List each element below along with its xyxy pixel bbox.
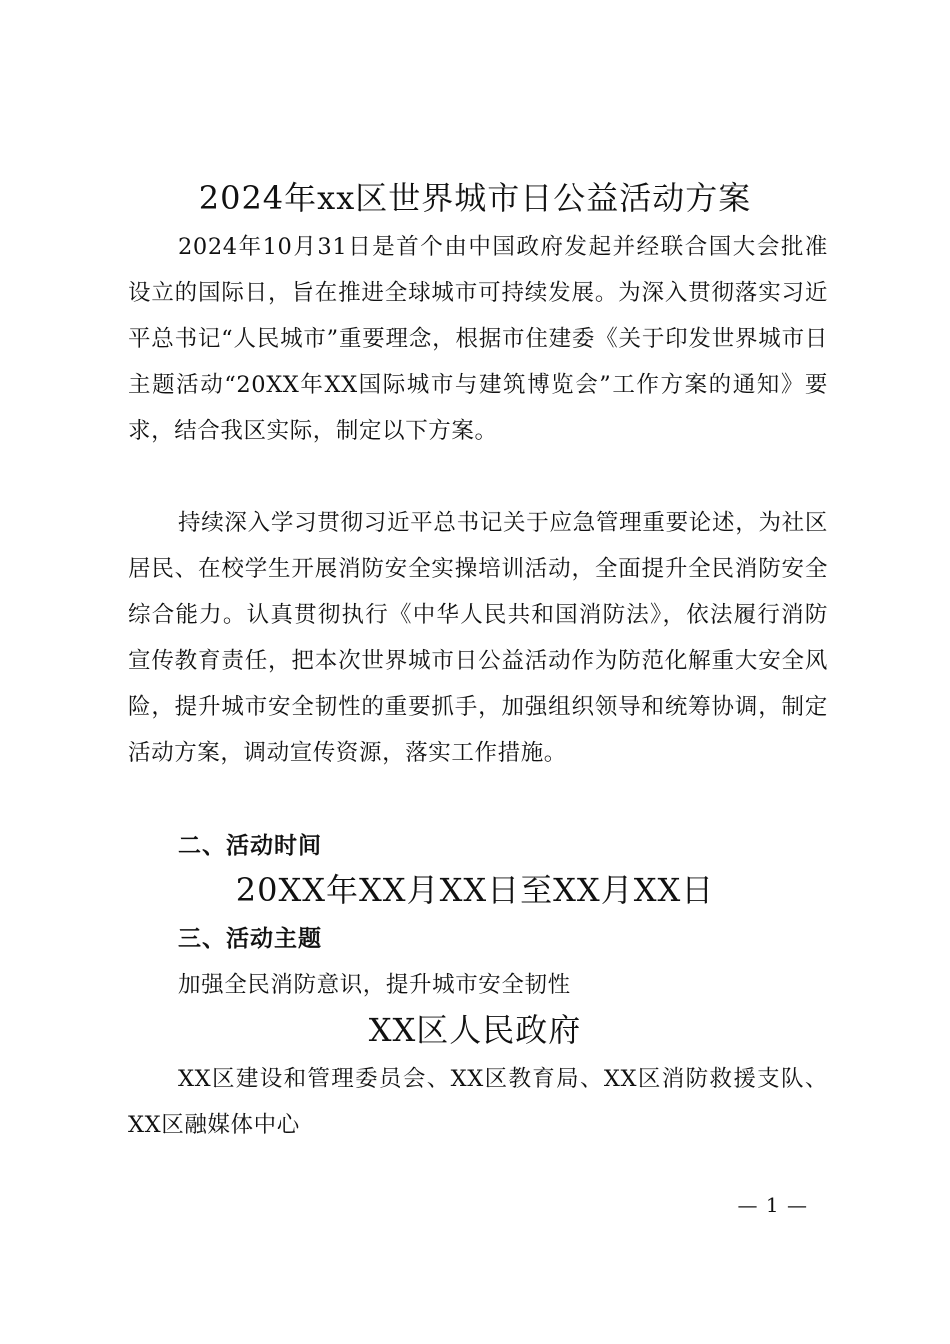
document-title: 2024年xx区世界城市日公益活动方案	[198, 179, 752, 217]
section-heading-activity-theme: 三、活动主题	[178, 926, 322, 952]
co-organizers-paragraph: XX区建设和管理委员会、XX区教育局、XX区消防救援支队、XX区融媒体中心	[128, 1066, 828, 1138]
section-heading-activity-time: 二、活动时间	[178, 833, 322, 859]
activity-theme-text: 加强全民消防意识，提升城市安全韧性	[178, 972, 571, 998]
purpose-paragraph: 持续深入学习贯彻习近平总书记关于应急管理重要论述，为社区居民、在校学生开展消防安全实操培训活动，全面提升全民消防安全综合能力。认真贯彻执行《中华人民共和国消防法》，依法履行消防宣传教育责任，把本次世界城市日公益活动作为防范化解重大安全风险，提升城市安全韧性的重要抓手，加强组织领导和统筹协调，制定活动方案，调动宣传资源，落实工作措施。	[128, 510, 828, 766]
page-number: — 1 —	[737, 1193, 808, 1217]
organizer-name: XX区人民政府	[368, 1011, 582, 1049]
activity-time-text: 20XX年XX月XX日至XX月XX日	[235, 871, 715, 909]
intro-paragraph: 2024年10月31日是首个由中国政府发起并经联合国大会批准设立的国际日，旨在推进全球城市可持续发展。为深入贯彻落实习近平总书记“人民城市”重要理念，根据市住建委《关于印发世界城市日主题活动“20XX年XX国际城市与建筑博览会”工作方案的通知》要求，结合我区实际，制定以下方案。	[128, 234, 828, 444]
